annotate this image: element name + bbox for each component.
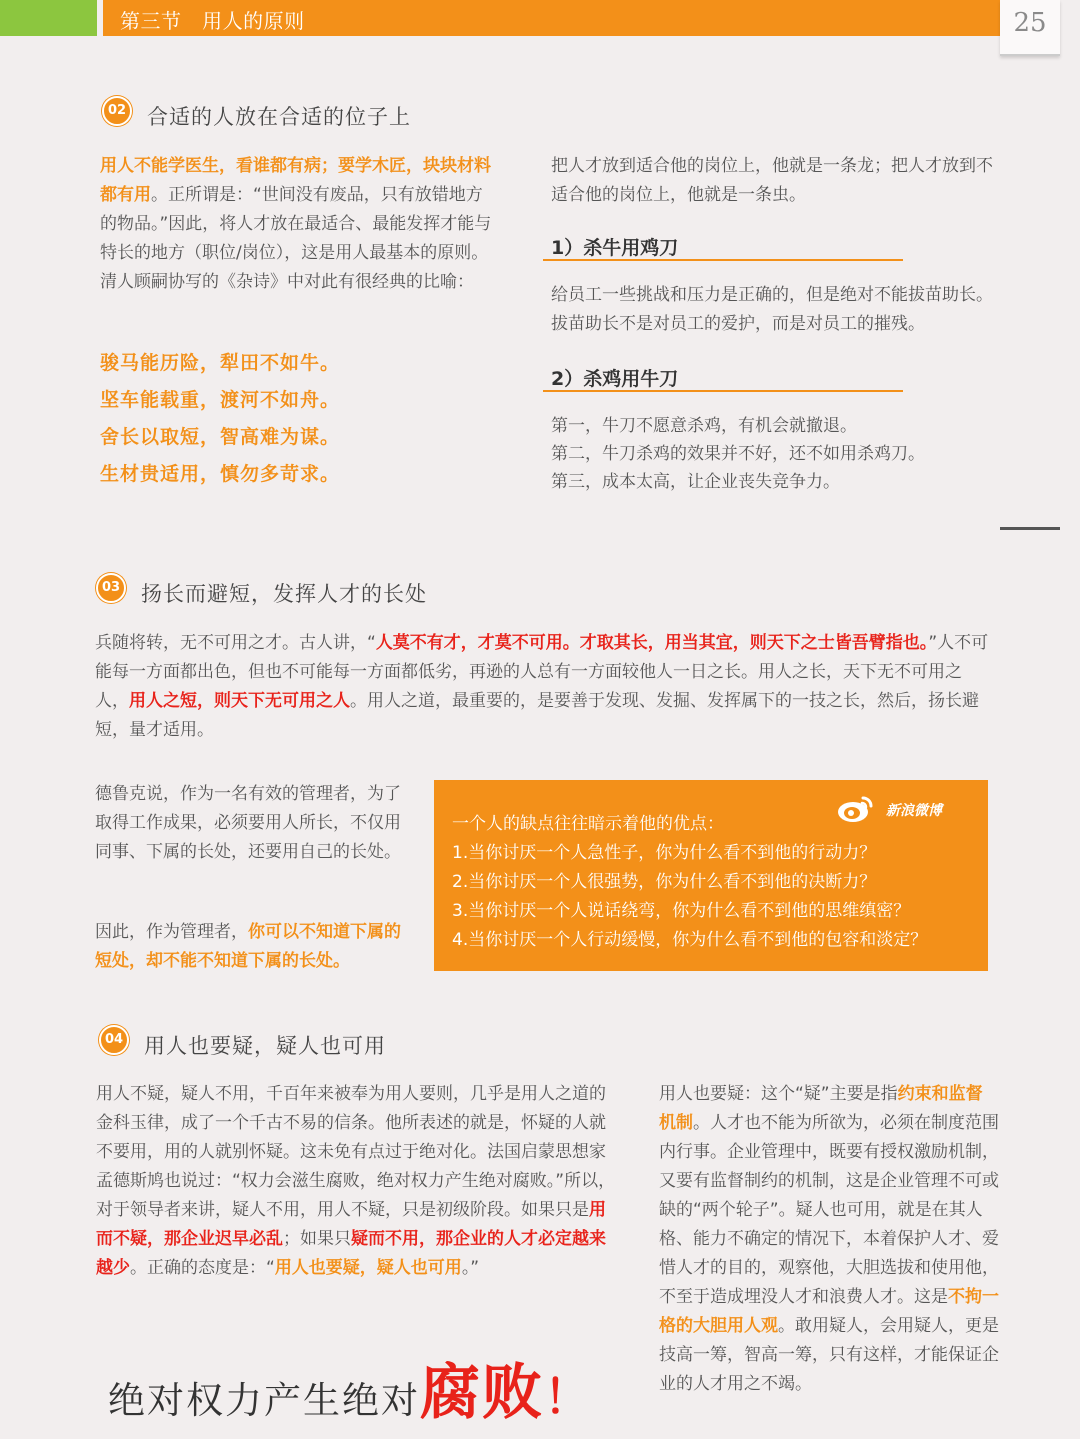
sec02-left-paragraph — [100, 152, 498, 297]
poem-line-2: 坚车能载重，渡河不如舟。 — [100, 389, 341, 411]
divider — [1000, 527, 1060, 530]
text-run: 。” — [461, 1258, 480, 1278]
sec04-right-paragraph — [659, 1080, 999, 1399]
subheading-2: 2）杀鸡用牛刀 — [551, 368, 679, 390]
header-section-label: 第三节 — [120, 9, 182, 33]
poem-line-3: 舍长以取短，智高难为谋。 — [100, 426, 341, 448]
slogan — [108, 1345, 592, 1431]
highlight-phrase: 你可以不知道下属的短处，却不能不知道下属的长处。 — [95, 922, 401, 971]
list-item: 一个人的缺点往往暗示着他的优点： — [452, 814, 724, 834]
text-run: 用人不疑，疑人不用，千百年来被奉为用人要则，几乎是用人之道的金科玉律，成了一个千古不易的信条。他所表述的就是，怀疑的人就不要用，用的人就别怀疑。这未免有点过于绝对化。法国启蒙思想家孟德斯鸠也说过：“权力会滋生腐败，绝对权力产生绝对腐败。”所以，对于领导者来讲，疑人不用，用人不疑，只是初级阶段。如果只是 — [96, 1084, 616, 1220]
text-run: 兵随将转，无不可用之才。古人讲，“ — [95, 633, 376, 653]
highlight-quote: 人莫不有才，才莫不可用。才取其长，用当其宜，则天下之士皆吾臂指也。 — [375, 633, 929, 653]
section-title-04: 用人也要疑，疑人也可用 — [144, 1034, 386, 1058]
subheading-1-text: 给员工一些挑战和压力是正确的，但是绝对不能拔苗助长。拔苗助长不是对员工的爱护，而是对员工的摧残。 — [551, 285, 993, 334]
list-item: 4.当你讨厌一个人行动缓慢，你为什么看不到他的包容和淡定？ — [452, 930, 928, 950]
text-run: 用人也要疑：这个“疑”主要是指 — [659, 1084, 898, 1104]
weibo-brand: 新浪微博 — [886, 803, 942, 819]
text-run: 。正确的态度是：“ — [130, 1258, 275, 1278]
sec02-left-text: 。正所谓是：“世间没有废品，只有放错地方的物品。”因此，将人才放在最适合、最能发挥才能与特长的地方（职位/岗位），这是用人最基本的原则。清人顾嗣协写的《杂诗》中对此有很经典的比喻： — [100, 185, 492, 292]
header-section-title: 用人的原则 — [202, 9, 305, 33]
page-number: 25 — [1013, 8, 1047, 38]
text-run: 。用人之道，最重要的，是要善于发现、发掘、发挥属下的一技之长，然后，扬长避短，量才适用。 — [95, 691, 979, 740]
section-badge-04: 04 — [99, 1025, 129, 1055]
poem-line-1: 骏马能历险，犁田不如牛。 — [100, 352, 341, 374]
section-badge-03: 03 — [96, 573, 126, 603]
highlight-phrase: 用人也要疑，疑人也可用 — [274, 1258, 462, 1278]
subheading-2-list — [551, 412, 925, 496]
box-lines — [452, 810, 927, 955]
text-run: 因此，作为管理者， — [95, 922, 248, 942]
list-item: 第一，牛刀不愿意杀鸡，有机会就撤退。 — [551, 416, 857, 436]
header-green-block — [0, 0, 97, 36]
sec04-left-paragraph — [96, 1080, 616, 1283]
text-run: ”人不可能每一方面都出色，但也不可能每一方面都低劣，再逊的人总有一方面较他人一日之长。用人之长，天下无不可用之人， — [95, 633, 989, 711]
list-item: 2.当你讨厌一个人很强势，你为什么看不到他的决断力？ — [452, 872, 877, 892]
drucker-paragraph: 德鲁克说，作为一名有效的管理者，为了取得工作成果，必须要用人所长，不仅用同事、下属的长处，还要用自己的长处。 — [95, 784, 401, 862]
highlight-phrase: 用人之短，则天下无可用之人 — [129, 691, 350, 711]
text-run: ；如果只 — [283, 1229, 351, 1249]
poem-line-4: 生材贵适用，慎勿多苛求。 — [100, 463, 341, 485]
section-badge-02: 02 — [102, 96, 132, 126]
weibo-quote-box — [434, 780, 988, 971]
highlight-phrase: 约束和监督机制 — [659, 1084, 983, 1133]
sec03-paragraph — [95, 629, 990, 745]
header-title — [120, 5, 305, 34]
sec02-right-intro: 把人才放到适合他的岗位上，他就是一条龙；把人才放到不适合他的岗位上，他就是一条虫。 — [551, 156, 993, 205]
highlight-phrase: 不拘一格的大胆用人观 — [659, 1287, 999, 1336]
slogan-emphasis: 腐败 — [420, 1358, 544, 1428]
section-title-02: 合适的人放在合适的位子上 — [147, 105, 411, 129]
text-run: 。敢用疑人，会用疑人，更是技高一筹，智高一筹，只有这样，才能保证企业的人才用之不竭。 — [659, 1316, 999, 1394]
subheading-2-underline — [543, 390, 903, 392]
list-item: 1.当你讨厌一个人急性子，你为什么看不到他的行动力？ — [452, 843, 877, 863]
sec02-left-highlight: 用人不能学医生，看谁都有病；要学木匠，块块材料都有用 — [100, 156, 491, 205]
list-item: 第三，成本太高，让企业丧失竞争力。 — [551, 472, 840, 492]
list-item: 3.当你讨厌一个人说话绕弯，你为什么看不到他的思维缜密？ — [452, 901, 911, 921]
page-number-tab — [1000, 0, 1060, 56]
subheading-1: 1）杀牛用鸡刀 — [551, 237, 679, 259]
list-item: 第二，牛刀杀鸡的效果并不好，还不如用杀鸡刀。 — [551, 444, 925, 464]
slogan-mark: ！ — [544, 1370, 592, 1424]
highlight-phrase: 用而不疑，那企业迟早必乱 — [96, 1200, 606, 1249]
subheading-1-underline — [543, 259, 903, 261]
text-run: 。人才也不能为所欲为，必须在制度范围内行事。企业管理中，既要有授权激励机制，又要有监督制约的机制，这是企业管理不可或缺的“两个轮子”。疑人也可用，就是在其人格、能力不确定的情况下，本着保护人才、爱惜人才的目的，观察他，大胆选拔和使用他，不至于造成埋没人才和浪费人才。这是 — [659, 1113, 999, 1307]
therefore-paragraph — [95, 918, 415, 976]
section-title-03: 扬长而避短，发挥人才的长处 — [141, 582, 427, 606]
slogan-text: 绝对权力产生绝对 — [108, 1379, 420, 1422]
highlight-phrase: 疑而不用，那企业的人才必定越来越少 — [96, 1229, 606, 1278]
